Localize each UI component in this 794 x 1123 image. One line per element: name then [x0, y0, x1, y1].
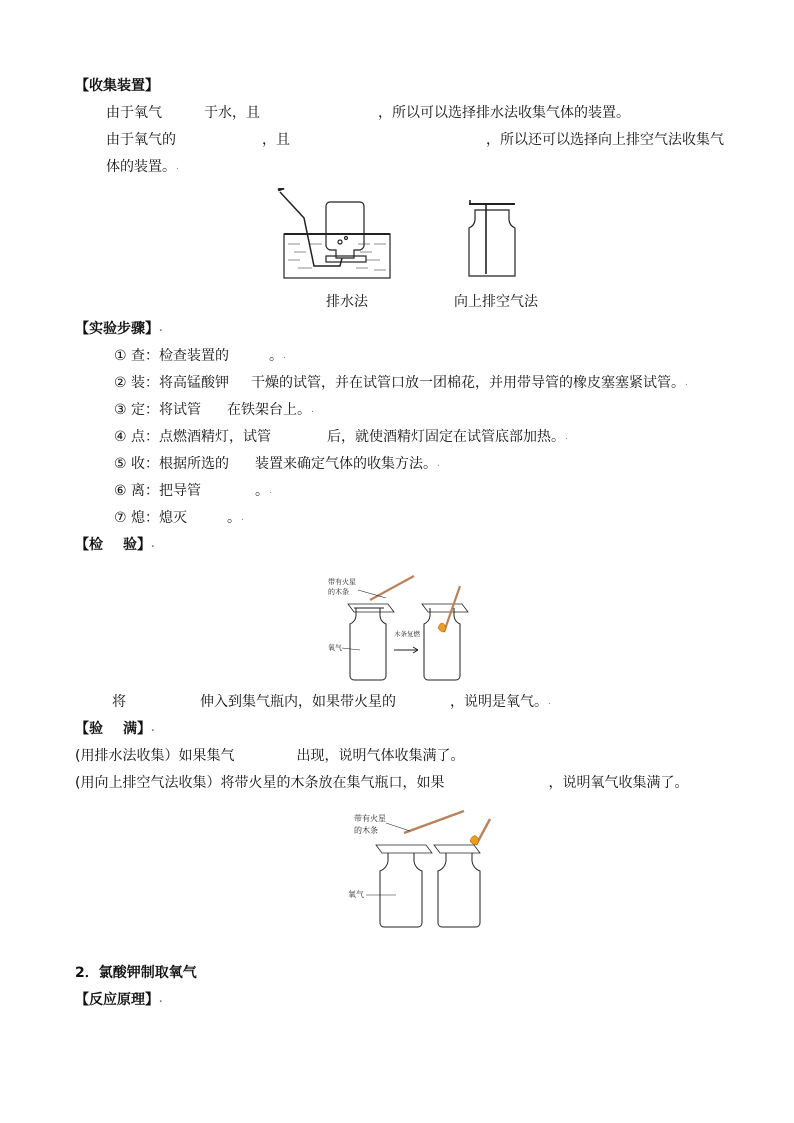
- text: 伸入到集气瓶内，如果带火星的: [200, 694, 396, 710]
- step-1: ① 查：检查装置的 。.: [114, 348, 286, 364]
- text: 由于氧气的: [106, 132, 176, 148]
- text: 于水，且: [204, 105, 260, 121]
- text: ，说明氧气收集满了。: [548, 775, 689, 791]
- oxygen-full-test-figure: [330, 805, 500, 935]
- collect-heading: 【收集装置】: [75, 78, 159, 94]
- step-2: ② 装：将高锰酸钾 干燥的试管，并在试管口放一团棉花，并用带导管的橡皮塞塞紧试管。.: [114, 375, 688, 391]
- text: 在铁架台上。: [227, 402, 312, 418]
- text: 出现，说明气体收集满了。: [296, 748, 465, 764]
- step-number: ②: [114, 375, 127, 391]
- step-4: ④ 点：点燃酒精灯，试管 后，就使酒精灯固定在试管底部加热。.: [114, 429, 568, 445]
- water-trough-diagram: [278, 188, 390, 278]
- text: 验】: [123, 537, 151, 553]
- text: 装：将高锰酸钾: [131, 375, 230, 391]
- text: ，所以还可以选择向上排空气法收集气: [486, 132, 724, 148]
- text: 离：把导管: [131, 483, 202, 499]
- label-glowing-stick: 带有火星: [354, 814, 386, 823]
- text: ，说明是氧气。: [450, 694, 548, 710]
- full-heading: 【验 满】.: [75, 721, 155, 737]
- test-heading: 【检 验】.: [75, 537, 155, 553]
- step-number: ③: [114, 402, 127, 418]
- label-glowing-stick-2: 的木条: [354, 826, 378, 835]
- text: 。: [269, 348, 284, 364]
- text: 后，就使酒精灯固定在试管底部加热。: [327, 429, 566, 445]
- label-oxygen: 氧气: [348, 890, 364, 899]
- reaction-principle-heading: 【反应原理】.: [75, 992, 163, 1008]
- text: 满】: [123, 721, 151, 737]
- text: 【反应原理】: [75, 992, 159, 1008]
- text: 干燥的试管，并在试管口放一团棉花，并用带导管的橡皮塞塞紧试管。: [251, 375, 686, 391]
- text: 查：检查装置的: [131, 348, 230, 364]
- text: ，所以可以选择排水法收集气体的装置。: [378, 105, 630, 121]
- full-line-2: [75, 773, 688, 793]
- text: 定：将试管: [131, 402, 202, 418]
- collect-line-2: [106, 130, 724, 150]
- text: 点：点燃酒精灯，试管: [131, 429, 272, 445]
- step-number: ⑤: [114, 456, 127, 472]
- text: 体的装置。: [106, 159, 176, 175]
- label-oxygen: 氧气: [328, 644, 342, 652]
- text: 【检: [75, 537, 103, 553]
- step-7: ⑦ 熄：熄灭 。.: [114, 510, 244, 526]
- text: 将: [112, 694, 126, 710]
- collect-line-1: [106, 103, 630, 123]
- full-line-1: [75, 746, 464, 766]
- text: 【验: [75, 721, 103, 737]
- text: 装置来确定气体的收集方法。: [255, 456, 438, 472]
- text: (用向上排空气法收集）将带火星的木条放在集气瓶口，如果: [75, 775, 445, 791]
- collection-apparatus-figure: [270, 188, 530, 288]
- step-5: ⑤ 收：根据所选的 装置来确定气体的收集方法。.: [114, 456, 440, 472]
- step-number: ①: [114, 348, 127, 364]
- text: (用排水法收集）如果集气: [75, 748, 235, 764]
- test-line: 将 伸入到集气瓶内，如果带火星的 ，说明是氧气。.: [112, 694, 551, 710]
- text: 由于氧气: [106, 105, 162, 121]
- text: 熄：熄灭: [131, 510, 188, 526]
- collect-line-3: 体的装置。.: [106, 159, 179, 175]
- text: ，且: [262, 132, 290, 148]
- gas-jar-diagram: [469, 200, 515, 276]
- caption-air-method: 向上排空气法: [454, 294, 538, 310]
- section-2-title: 2．氯酸钾制取氧气: [75, 965, 197, 981]
- label-relight: 木条复燃: [394, 630, 420, 638]
- step-number: ⑦: [114, 510, 127, 526]
- caption-water-method: 排水法: [326, 294, 368, 310]
- text: 收：根据所选的: [131, 456, 230, 472]
- text: 【实验步骤】: [75, 321, 159, 337]
- step-3: ③ 定：将试管 在铁架台上。.: [114, 402, 314, 418]
- label-glowing-stick-2: 的木条: [328, 588, 349, 596]
- steps-heading: 【实验步骤】.: [75, 321, 163, 337]
- step-number: ④: [114, 429, 127, 445]
- step-6: ⑥ 离：把导管 。.: [114, 483, 272, 499]
- text: 。: [255, 483, 270, 499]
- step-number: ⑥: [114, 483, 127, 499]
- label-glowing-stick: 带有火星: [328, 578, 356, 586]
- text: 。: [227, 510, 242, 526]
- oxygen-test-figure: [326, 570, 476, 688]
